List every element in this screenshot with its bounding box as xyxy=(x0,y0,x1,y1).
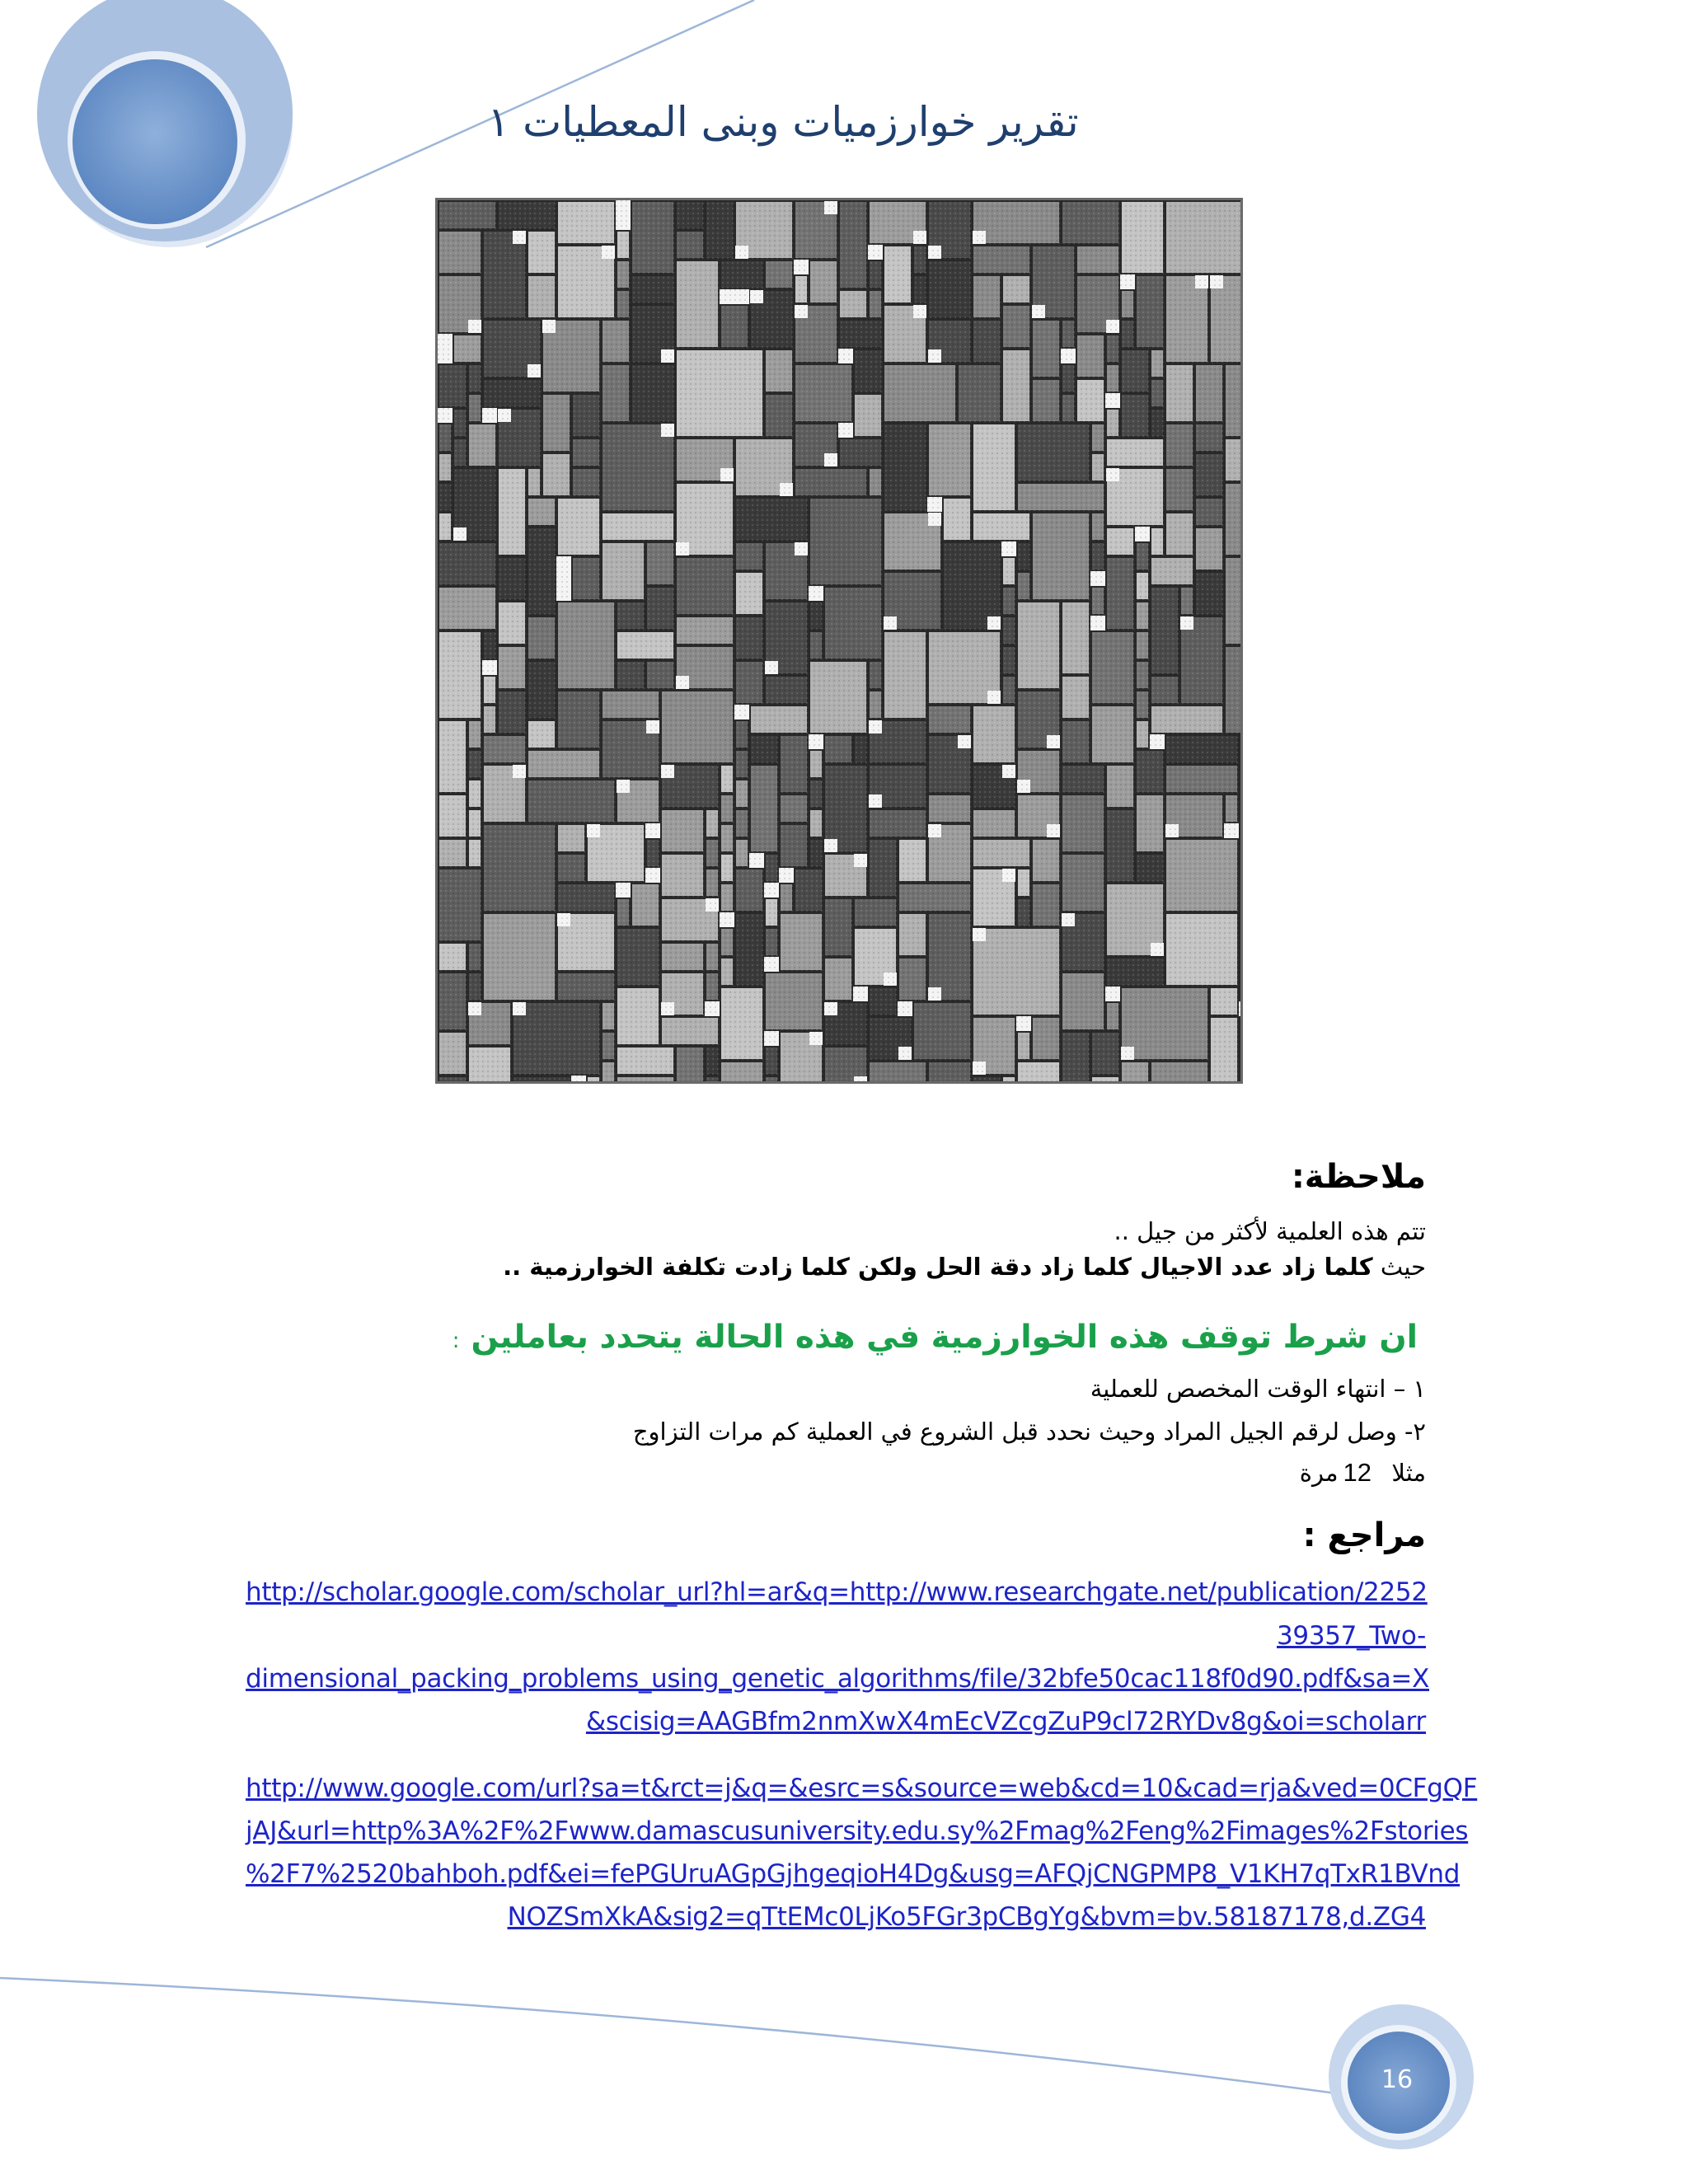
example-suffix: مرة xyxy=(1299,1459,1339,1487)
reference-link-2-line-4[interactable]: NOZSmXkA&sig2=qTtEMc0LjKo5FGr3pCBgYg&bvm=bv.58187178,d.ZG4 xyxy=(507,1902,1426,1932)
stop-condition-item-1: ١ – انتهاء الوقت المخصص للعملية xyxy=(1090,1375,1426,1403)
note-line-2 xyxy=(246,1249,1426,1285)
note-line-1: تتم هذه العلمية لأكثر من جيل .. xyxy=(1114,1217,1426,1245)
reference-link-1-line-4[interactable]: &scisig=AAGBfm2nmXwX4mEcVZcgZuP9cl72RYDv8g&oi=scholarr xyxy=(585,1707,1426,1736)
stop-condition-heading xyxy=(246,1319,1426,1356)
reference-link-2-line-3[interactable]: %2F7%2520bahboh.pdf&ei=fePGUruAGpGjhgeqioH4Dg&usg=AFQjCNGPMP8_V1KH7qTxR1BVnd xyxy=(246,1859,1461,1889)
page-title: تقرير خوارزميات وبنى المعطيات ١ xyxy=(487,98,1079,146)
example-number: 12 xyxy=(1343,1458,1372,1487)
reference-link-1-line-1[interactable]: http://scholar.google.com/scholar_url?hl=ar&q=http://www.researchgate.net/publication/2252 xyxy=(246,1577,1428,1607)
packing-mosaic-svg xyxy=(438,200,1240,1081)
reference-link-1-line-3[interactable]: dimensional_packing_problems_using_genetic_algorithms/file/32bfe50cac118f0d90.pdf&sa=X xyxy=(246,1664,1430,1694)
reference-link-2-line-1[interactable]: http://www.google.com/url?sa=t&rct=j&q=&esrc=s&source=web&cd=10&cad=rja&ved=0CFgQF xyxy=(246,1774,1478,1803)
references-heading: مراجع : xyxy=(1302,1516,1426,1554)
stop-condition-heading-text: ان شرط توقف هذه الخوارزمية في هذه الحالة يتحدد بعاملين xyxy=(471,1319,1418,1356)
note-heading: ملاحظة: xyxy=(1291,1158,1426,1196)
reference-link-1-line-2[interactable]: 39357_Two- xyxy=(1276,1621,1426,1651)
stop-condition-item-3 xyxy=(246,1455,1426,1491)
reference-link-2-line-2[interactable]: jAJ&url=http%3A%2F%2Fwww.damascusuniversity.edu.sy%2Fmag%2Feng%2Fimages%2Fstories xyxy=(246,1816,1469,1846)
packing-mosaic-image xyxy=(435,198,1243,1084)
example-prefix: مثلا xyxy=(1391,1459,1426,1487)
stop-condition-item-2: ٢- وصل لرقم الجيل المراد وحيث نحدد قبل الشروع في العملية كم مرات التزاوج xyxy=(632,1418,1426,1446)
bottom-sweep-line xyxy=(0,1978,1385,2100)
corner-circle-inner xyxy=(73,59,237,224)
stop-condition-colon: : xyxy=(452,1329,460,1353)
note-line-2-prefix: حيث xyxy=(1372,1253,1426,1281)
note-line-2-bold: كلما زاد عدد الاجيال كلما زاد دقة الحل ولكن كلما زادت تكلفة الخوارزمية .. xyxy=(503,1253,1373,1281)
page-number: 16 xyxy=(1381,2064,1414,2094)
